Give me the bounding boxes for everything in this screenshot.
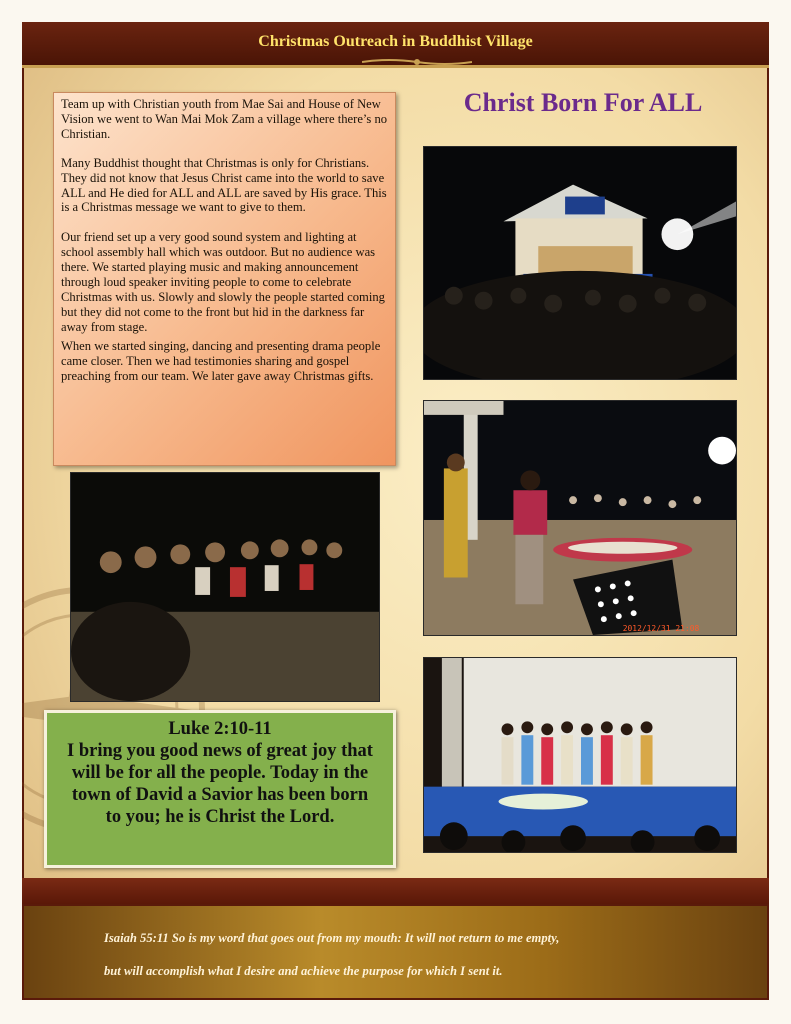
- photo-choir: [423, 657, 737, 853]
- photo-preaching: [423, 400, 737, 636]
- story-paragraph-2: Many Buddhist thought that Christmas is only for Christians. They did not know that Jesus Christ came into the world to save ALL and He died for ALL and ALL are saved by His grace. This is a Christmas message we want to give to them.: [61, 155, 387, 215]
- story-paragraph-1: Team up with Christian youth from Mae Sai and House of New Vision we went to Wan Mai Mok Zam a village where there’s no Christian.: [61, 97, 388, 141]
- photo-timestamp: 2012/12/31 21:08: [622, 624, 700, 634]
- story-paragraph-3: Our friend set up a very good sound system and lighting at school assembly hall which was outdoor. But no audience was there. We started playing music and making announcement through loud speaker inviting people to come to celebrate Christmas with us. Slowly and slowly the people started coming but they did not come to the front but hid in the darkness far away from stage.: [61, 230, 385, 334]
- story-paragraph-4: When we started singing, dancing and presenting drama people came closer. Then we had testimonies sharing and gospel preaching from our team. We later gave away Christmas gifts.: [61, 338, 381, 383]
- photo-audience: [70, 472, 380, 702]
- header-title: Christmas Outreach in Buddhist Village: [258, 33, 533, 50]
- verse-reference: Luke 2:10-11: [168, 719, 272, 739]
- page-title: Christ Born For ALL: [463, 88, 703, 117]
- scripture-verse-box: [44, 710, 396, 868]
- footer-banner: [22, 904, 769, 1000]
- story-text-panel: [53, 92, 396, 466]
- header-bar: [22, 22, 769, 68]
- footer-band: [22, 878, 769, 904]
- footer-verse-line-1: Isaiah 55:11 So is my word that goes out from my mouth: It will not return to me empty,: [104, 931, 560, 945]
- footer-verse-line-2: but will accomplish what I desire and achieve the purpose for which I sent it.: [104, 964, 503, 978]
- photo-stage-night: [423, 146, 737, 380]
- header-ornament-icon: [362, 58, 472, 66]
- verse-text: I bring you good news of great joy that will be for all the people. Today in the town of David a Savior has been born to you; he is Christ the Lord.: [67, 741, 373, 827]
